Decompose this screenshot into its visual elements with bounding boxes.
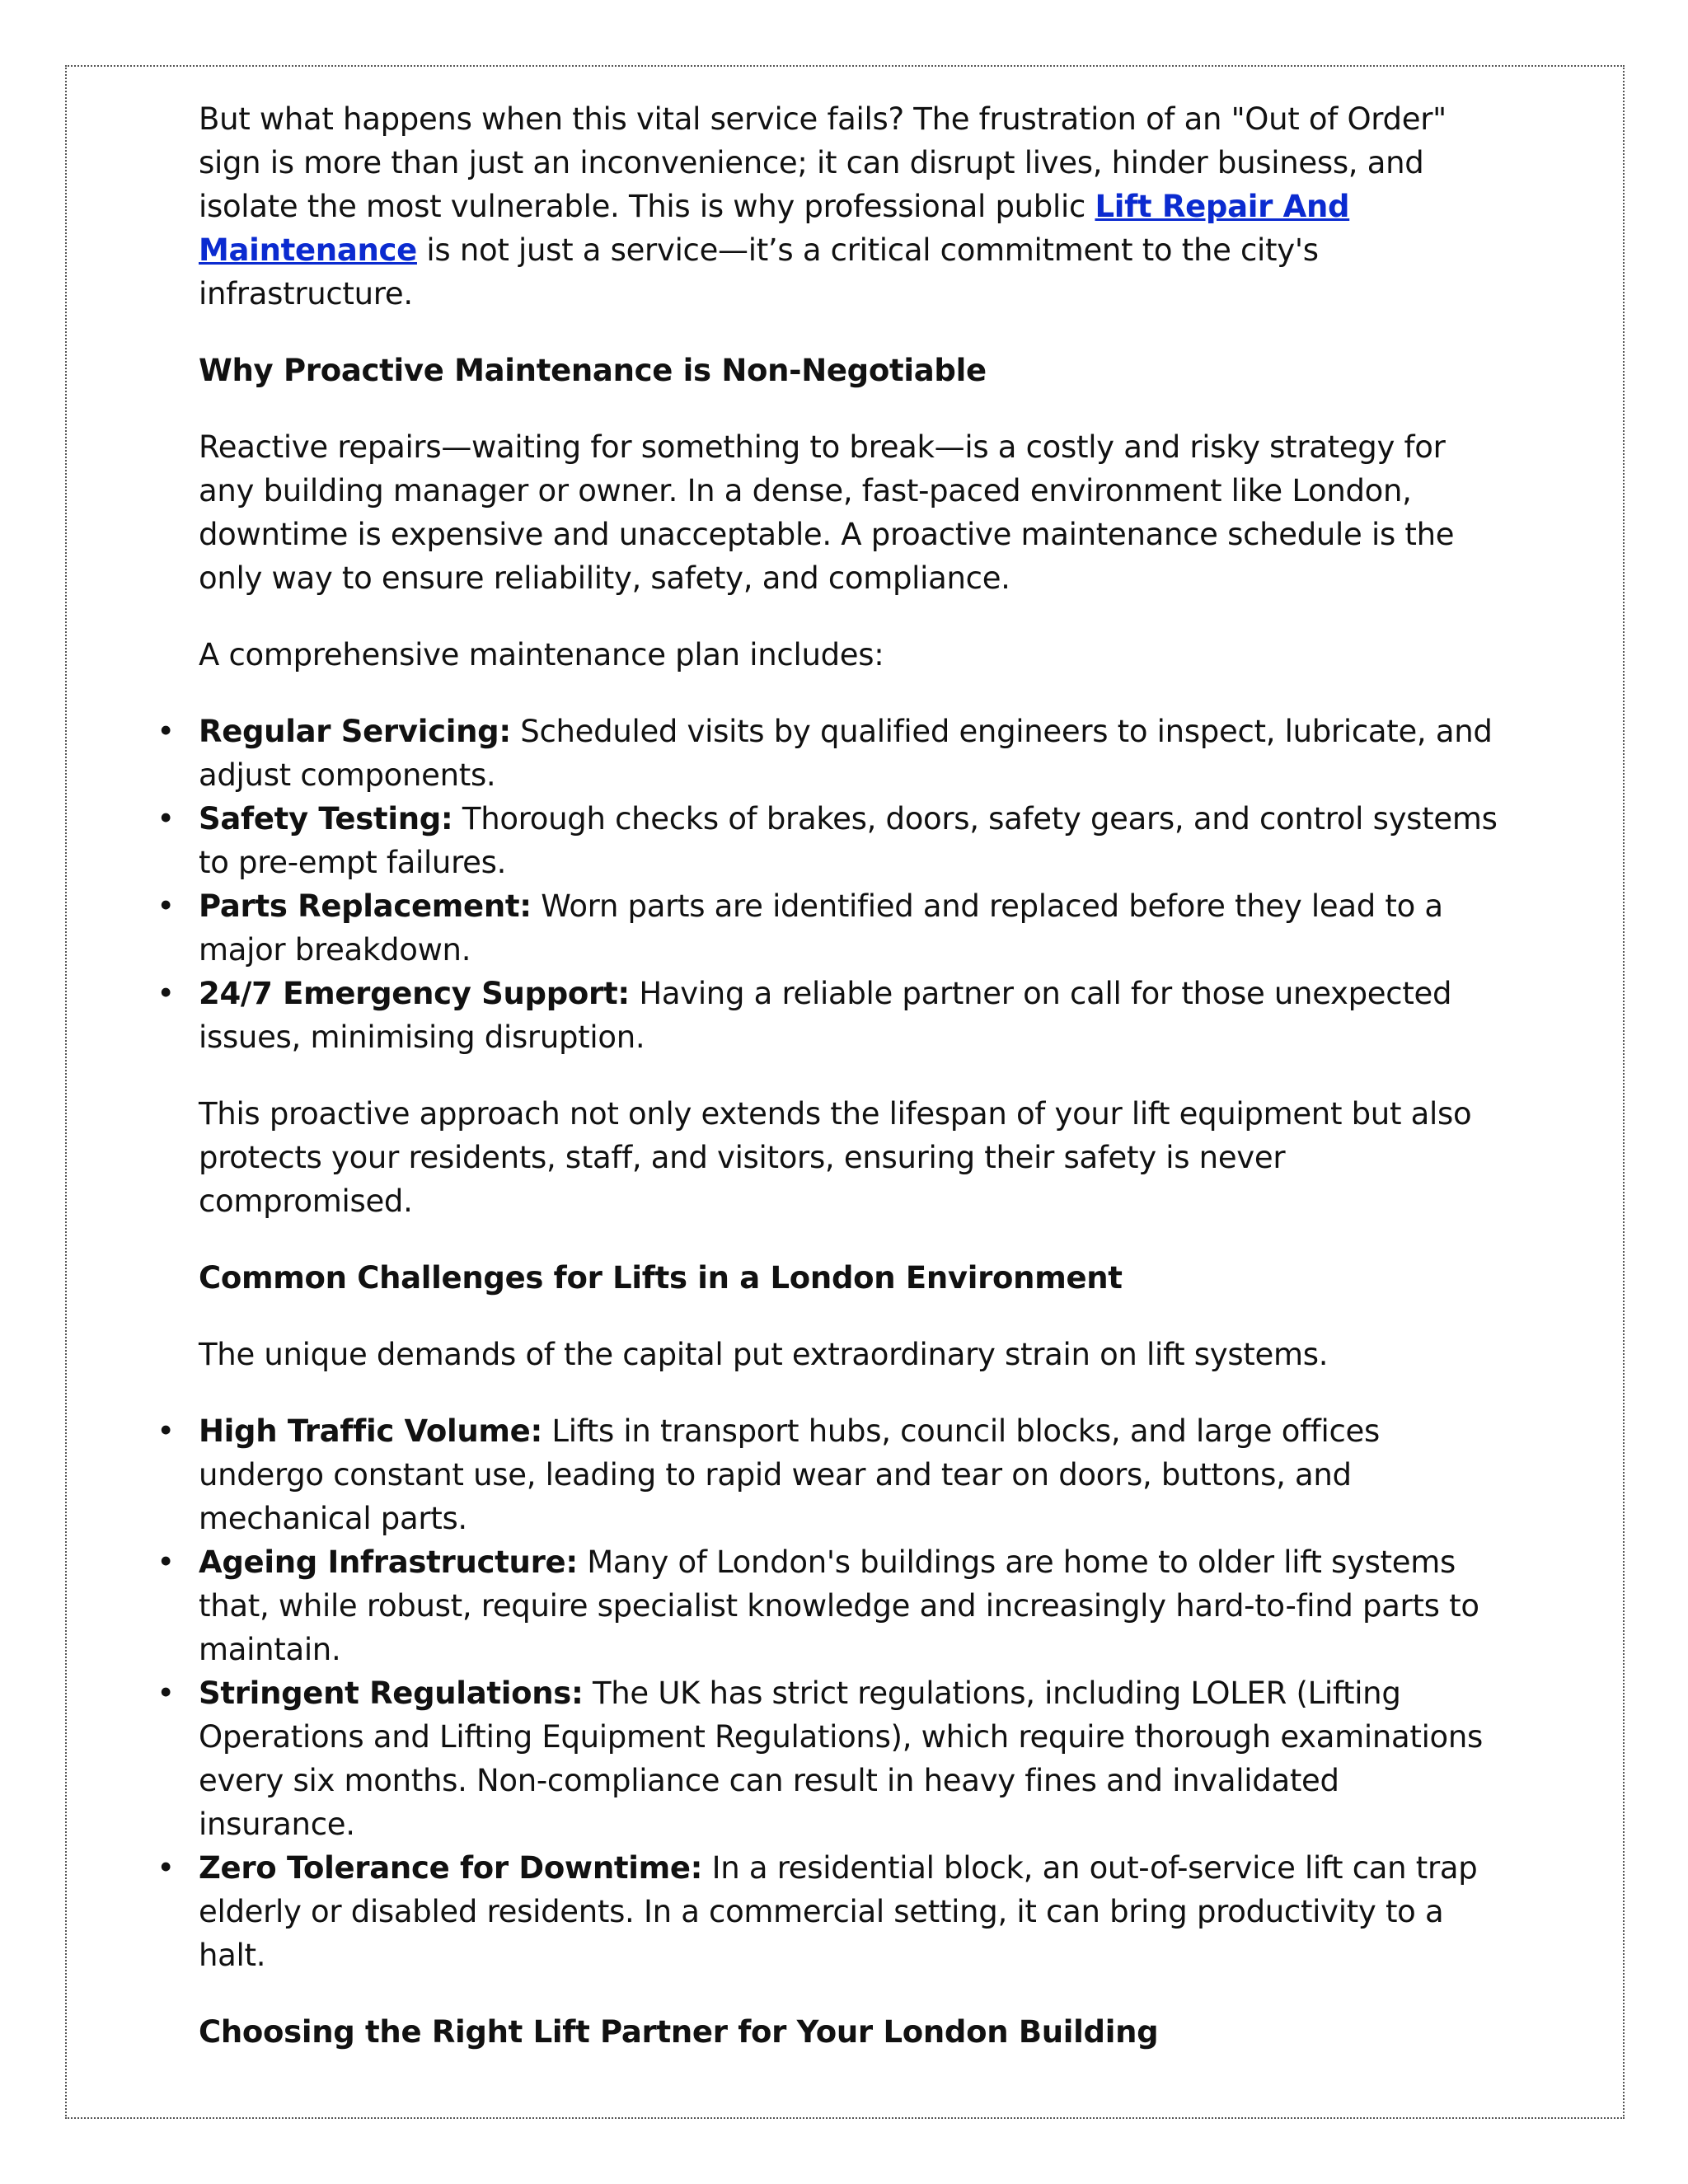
list-item-text: Worn parts are identified and replaced before they lead to a major breakdown. xyxy=(199,888,1443,968)
bullet-icon: • xyxy=(157,1850,175,1886)
intro-paragraph xyxy=(199,97,1501,316)
proactive-approach-paragraph: This proactive approach not only extends the lifespan of your lift equipment but also protects your residents, staff, and visitors, ensuring their safety is never compromised. xyxy=(199,1096,1472,1219)
list-item-text: Lifts in transport hubs, council blocks, and large offices undergo constant use, leading to rapid wear and tear on doors, buttons, and mechanical parts. xyxy=(199,1413,1380,1536)
list-item xyxy=(157,972,1501,1059)
london-challenges-list xyxy=(157,1409,1501,1977)
list-item-text: Thorough checks of brakes, doors, safety gears, and control systems to pre-empt failures. xyxy=(199,801,1498,880)
list-item-title: Zero Tolerance for Downtime: xyxy=(199,1850,703,1886)
list-item-title: Regular Servicing: xyxy=(199,714,511,749)
section-heading-proactive-maintenance: Why Proactive Maintenance is Non-Negotiable xyxy=(199,353,987,388)
maintenance-plan-intro: A comprehensive maintenance plan includes: xyxy=(199,637,884,673)
intro-text-before-link: But what happens when this vital service fails? The frustration of an "Out of Order" sign is more than just an inconvenience; it can disrupt lives, hinder business, and isolate the most vulnerable. This is why professional public xyxy=(199,101,1447,224)
list-item-title: Parts Replacement: xyxy=(199,888,532,924)
bullet-icon: • xyxy=(157,976,175,1011)
bullet-icon: • xyxy=(157,714,175,749)
list-item-title: Stringent Regulations: xyxy=(199,1675,584,1711)
list-item-text: The UK has strict regulations, including LOLER (Lifting Operations and Lifting Equipment Regulations), which require thorough examinations every six months. Non-compliance can result in heavy fines and invalidated insurance. xyxy=(199,1675,1484,1842)
list-item-text: Scheduled visits by qualified engineers to inspect, lubricate, and adjust components. xyxy=(199,714,1493,793)
list-item xyxy=(157,710,1501,797)
list-item xyxy=(157,1671,1501,1846)
reactive-repairs-paragraph: Reactive repairs—waiting for something to break—is a costly and risky strategy for any building manager or owner. In a dense, fast-paced environment like London, downtime is expensive and unacceptable. A proactive maintenance schedule is the only way to ensure reliability, safety, and compliance. xyxy=(199,429,1455,596)
list-item xyxy=(157,884,1501,972)
list-item xyxy=(157,1846,1501,1977)
intro-text-after-link: is not just a service—it’s a critical commitment to the city's infrastructure. xyxy=(199,232,1319,312)
unique-demands-paragraph: The unique demands of the capital put extraordinary strain on lift systems. xyxy=(199,1337,1329,1372)
list-item xyxy=(157,1409,1501,1540)
lift-repair-link[interactable]: Lift Repair And Maintenance xyxy=(199,189,1350,268)
list-item xyxy=(157,1540,1501,1671)
list-item xyxy=(157,797,1501,884)
document-body xyxy=(157,97,1501,2087)
list-item-text: In a residential block, an out-of-service lift can trap elderly or disabled residents. In a commercial setting, it can bring productivity to a halt. xyxy=(199,1850,1478,1973)
bullet-icon: • xyxy=(157,1544,175,1580)
maintenance-plan-list xyxy=(157,710,1501,1059)
list-item-title: 24/7 Emergency Support: xyxy=(199,976,630,1011)
bullet-icon: • xyxy=(157,888,175,924)
list-item-title: High Traffic Volume: xyxy=(199,1413,542,1449)
bullet-icon: • xyxy=(157,801,175,837)
list-item-text: Many of London's buildings are home to older lift systems that, while robust, require specialist knowledge and increasingly hard-to-find parts to maintain. xyxy=(199,1544,1479,1667)
section-heading-choosing-partner: Choosing the Right Lift Partner for Your London Building xyxy=(199,2014,1159,2050)
bullet-icon: • xyxy=(157,1675,175,1711)
list-item-title: Safety Testing: xyxy=(199,801,453,837)
list-item-text: Having a reliable partner on call for those unexpected issues, minimising disruption. xyxy=(199,976,1452,1055)
list-item-title: Ageing Infrastructure: xyxy=(199,1544,578,1580)
bullet-icon: • xyxy=(157,1413,175,1449)
section-heading-london-challenges: Common Challenges for Lifts in a London Environment xyxy=(199,1260,1123,1296)
